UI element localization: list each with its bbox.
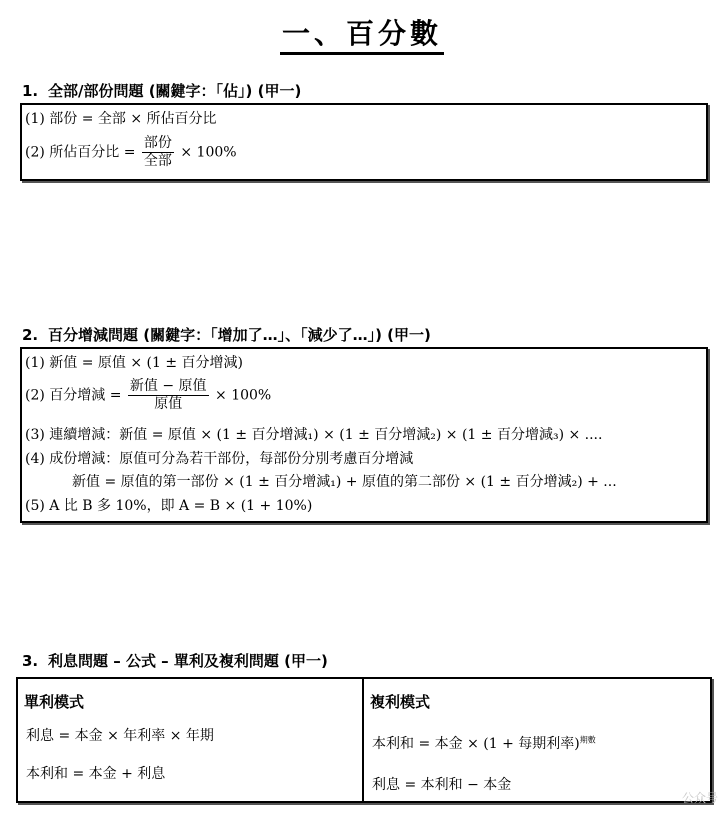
simple-interest-cell bbox=[18, 679, 364, 801]
section-3-heading: 3. 利息問題 – 公式 – 單利及複利問題 (甲一) bbox=[22, 652, 328, 670]
section-2-heading: 2. 百分增減問題 (關鍵字：「增加了…」、「減少了…」) (甲一) bbox=[22, 326, 431, 344]
compound-amount-formula: 本利和 = 本金 × (1 + 每期利率)$^{期數}$ bbox=[372, 735, 596, 752]
simple-interest-formula: 利息 = 本金 × 年利率 × 年期 bbox=[26, 728, 214, 744]
fraction: $\frac{\text{新值 − 原值}}{\text{原值}}$ bbox=[129, 378, 207, 412]
section-1-formula-box bbox=[20, 103, 708, 181]
formula-component-change: (4) 成份增減：原值可分為若干部份，每部份分別考慮百分增減 bbox=[25, 451, 414, 467]
interest-table bbox=[16, 677, 712, 803]
compound-interest-header: 複利模式 bbox=[370, 693, 431, 711]
compound-interest-formula: 利息 = 本利和 − 本金 bbox=[372, 777, 512, 793]
section-1-heading: 1. 全部/部份問題 (關鍵字：「佔」) (甲一) bbox=[22, 82, 302, 100]
formula-percentage: (2) 所佔百分比 = $\frac{\text{部份}}{\text{全部}}$ × 100% bbox=[25, 135, 237, 169]
compound-interest-cell bbox=[364, 679, 710, 801]
simple-interest-header: 單利模式 bbox=[24, 693, 85, 711]
formula-new-value: (1) 新值 = 原值 × (1 ± 百分增減) bbox=[25, 355, 244, 371]
formula-part: (1) 部份 = 全部 × 所佔百分比 bbox=[25, 111, 217, 127]
watermark: 公众号 bbox=[681, 791, 718, 805]
fraction: $\frac{\text{部份}}{\text{全部}}$ bbox=[143, 135, 172, 169]
simple-amount-formula: 本利和 = 本金 + 利息 bbox=[26, 766, 166, 782]
formula-successive-change: (3) 連續增減：新值 = 原值 × (1 ± 百分增減₁) × (1 ± 百分增減₂) × (1 ± 百分增減₃) × .... bbox=[25, 427, 603, 443]
page-title: 一、百分數 bbox=[0, 12, 724, 52]
formula-component-detail: 新值 = 原值的第一部份 × (1 ± 百分增減₁) + 原值的第二部份 × (1 ± 百分增減₂) + ... bbox=[72, 474, 617, 490]
formula-percent-change: (2) 百分增減 = $\frac{\text{新值 − 原值}}{\text{原值}}$ × 100% bbox=[25, 378, 272, 412]
section-2-formula-box bbox=[20, 347, 708, 523]
formula-comparison: (5) A 比 B 多 10%，即 A = B × (1 + 10%) bbox=[25, 498, 313, 514]
